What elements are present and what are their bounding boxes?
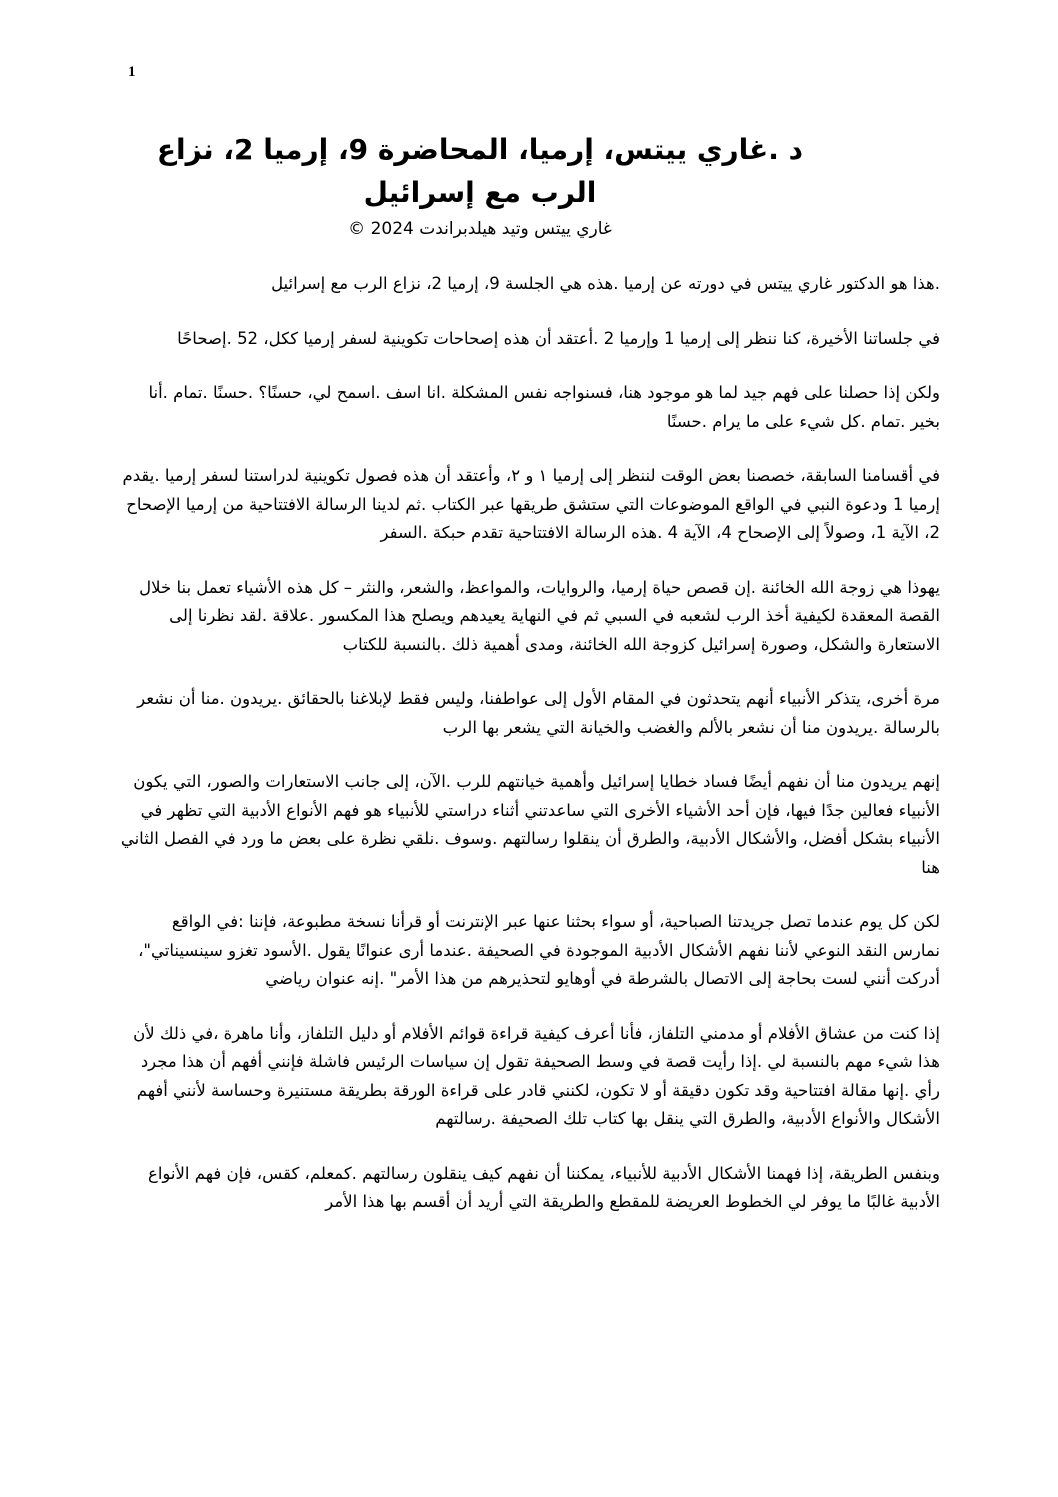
paragraph: يهوذا هي زوجة الله الخائنة .إن قصص حياة إرميا، والروايات، والمواعظ، والشعر، والنثر – كل هذه الأشياء تعمل بنا خلال القصة المعقدة لكيفية أخذ الرب لشعبه في السبي ثم في النهاية يعيدهم ويصلح هذا المكسور .علاقة .لقد نظرنا إلى الاستعارة والشكل، وصورة إسرائيل كزوجة الله الخائنة، ومدى أهمية ذلك .بالنسبة للكتاب xyxy=(139,577,940,654)
paragraph: وبنفس الطريقة، إذا فهمنا الأشكال الأدبية للأنبياء، يمكننا أن نفهم كيف ينقلون رسالتهم .كمعلم، كقس، فإن فهم الأنواع الأدبية غالبًا ما يوفر لي الخطوط العريضة للمقطع والطريقة التي أريد أن أقسم بها هذا الأمر xyxy=(147,1163,940,1211)
title-block xyxy=(150,128,810,242)
paragraph: إذا كنت من عشاق الأفلام أو مدمني التلفاز، فأنا أعرف كيفية قراءة قوائم الأفلام أو دليل التلفاز، وأنا ماهرة ،في ذلك لأن هذا شيء مهم بالنسبة لي .إذا رأيت قصة في وسط الصحيفة تقول إن سياسات الرئيس فاشلة فإنني أفهم أن هذا مجرد رأي .إنها مقالة افتتاحية وقد تكون دقيقة أو لا تكون، لكنني قادر على قراءة الورقة بطريقة مستنيرة وحساسة لأنني أفهم الأشكال والأنواع الأدبية، والطرق التي ينقل بها كتاب تلك الصحيفة .رسالتهم xyxy=(133,1023,940,1128)
paragraph: .هذا هو الدكتور غاري ييتس في دورته عن إرميا .هذه هي الجلسة 9، إرميا 2، نزاع الرب مع إسرائيل xyxy=(271,274,940,293)
page-number: 1 xyxy=(128,64,136,80)
paragraph: ولكن إذا حصلنا على فهم جيد لما هو موجود هنا، فسنواجه نفس المشكلة .انا اسف .اسمح لي، حسنًا؟ .حسنًا .تمام .أنا بخير .تمام .كل شيء على ما يرام .حسنًا xyxy=(148,383,940,431)
paragraph: في أقسامنا السابقة، خصصنا بعض الوقت لننظر إلى إرميا ١ و ٢، وأعتقد أن هذه فصول تكوينية لدراستنا لسفر إرميا .يقدم إرميا 1 ودعوة النبي في الواقع الموضوعات التي ستشق طريقها عبر الكتاب .ثم لدينا الرسالة الافتتاحية من إرميا الإصحاح 2، الآية 1، وصولاً إلى الإصحاح 4، الآية 4 .هذه الرسالة الافتتاحية تقدم حبكة .السفر xyxy=(122,466,940,542)
document-body xyxy=(120,270,940,1243)
document-title: د .غاري ييتس، إرميا، المحاضرة 9، إرميا 2، نزاع الرب مع إسرائيل xyxy=(156,133,804,209)
paragraph: مرة أخرى، يتذكر الأنبياء أنهم يتحدثون في المقام الأول إلى عواطفنا، وليس فقط لإبلاغنا بالحقائق .يريدون .منا أن نشعر بالرسالة .يريدون منا أن نشعر بالألم والغضب والخيانة التي يشعر بها الرب xyxy=(137,689,940,737)
copyright-line: غاري ييتس وتيد هيلدبراندت 2024 © xyxy=(348,219,612,239)
paragraph: لكن كل يوم عندما تصل جريدتنا الصباحية، أو سواء بحثنا عنها عبر الإنترنت أو قرأنا نسخة مطبوعة، فإننا :في الواقع نمارس النقد النوعي لأننا نفهم الأشكال الأدبية الموجودة في الصحيفة .عندما أرى عنوانًا يقول .الأسود تغزو سينسيناتي"، أدركت أنني لست بحاجة إلى الاتصال بالشرطة في أوهايو لتحذيرهم من هذا الأمر" .إنه عنوان رياضي xyxy=(138,912,940,988)
paragraph: في جلساتنا الأخيرة، كنا ننظر إلى إرميا 1 وإرميا 2 .أعتقد أن هذه إصحاحات تكوينية لسفر إرميا ككل، 52 .إصحاحًا xyxy=(177,328,940,348)
paragraph: إنهم يريدون منا أن نفهم أيضًا فساد خطايا إسرائيل وأهمية خيانتهم للرب .الآن، إلى جانب الاستعارات والصور، التي يكون الأنبياء فعالين جدًا فيها، فإن أحد الأشياء الأخرى التي ساعدتني أثناء دراستي للأنبياء هو فهم الأنواع الأدبية التي تظهر في الأنبياء بشكل أفضل، والأشكال الأدبية، والطرق أن ينقلوا رسالتهم .وسوف .نلقي نظرة على بعض ما ورد في الفصل الثاني هنا xyxy=(120,772,940,877)
